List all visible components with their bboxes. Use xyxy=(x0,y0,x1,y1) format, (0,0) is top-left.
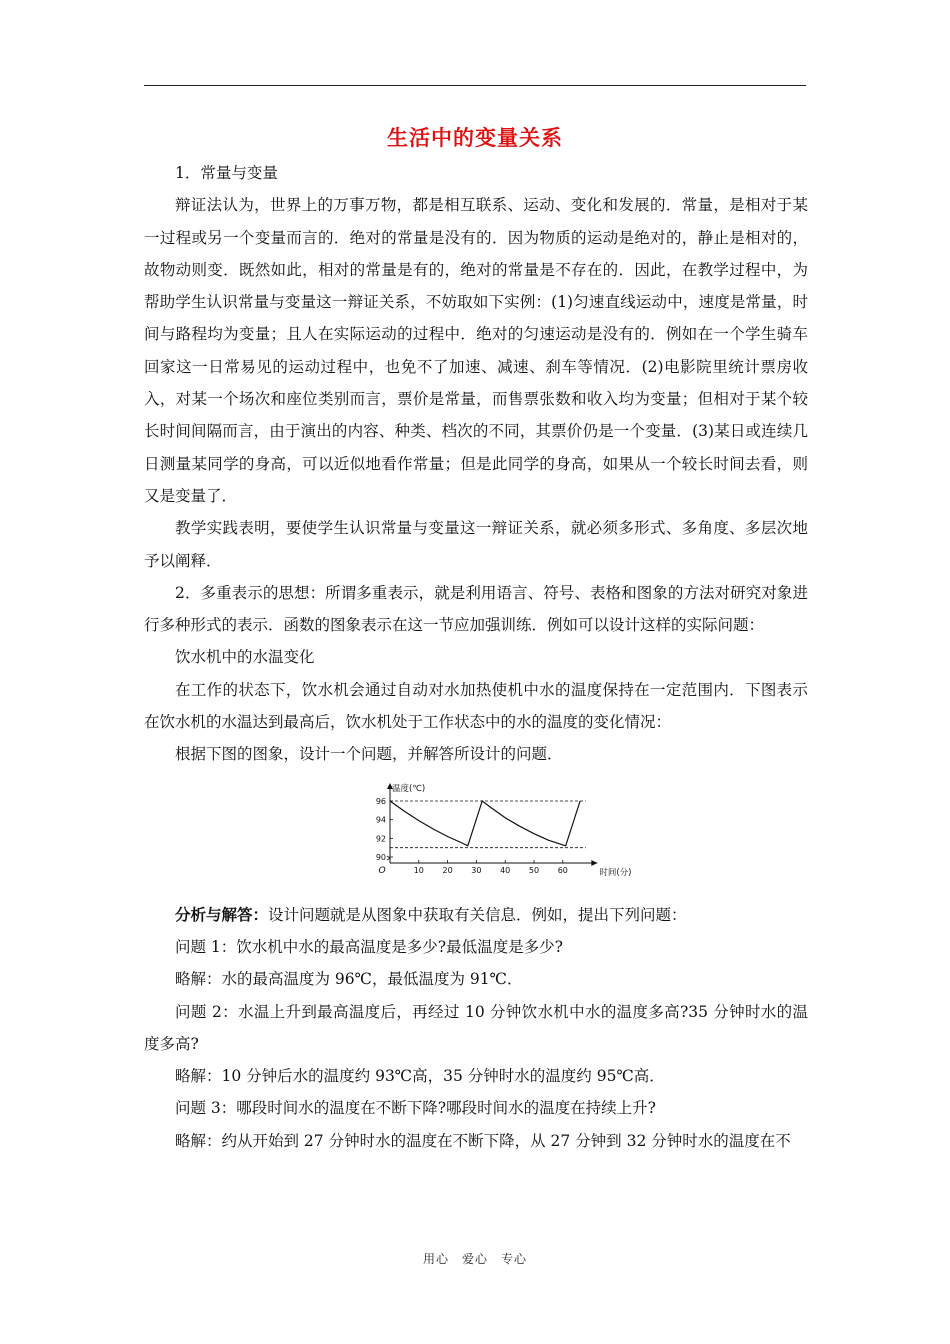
page-footer: 用心 爱心 专心 xyxy=(422,1252,527,1266)
paragraph-task: 根据下图的图象，设计一个问题，并解答所设计的问题． xyxy=(175,745,563,764)
answer-2: 略解：10 分钟后水的温度约 93℃高，35 分钟时水的温度约 95℃高． xyxy=(175,1067,665,1086)
x-tick-label: 50 xyxy=(528,865,540,875)
answer-1: 略解：水的最高温度为 96℃，最低温度为 91℃． xyxy=(175,970,523,989)
y-axis-label: 温度(℃) xyxy=(392,783,426,794)
answer-3: 略解：约从开始到 27 分钟时水的温度在不断下降，从 27 分钟到 32 分钟时水的温度在不 xyxy=(175,1131,791,1150)
chart-container xyxy=(144,771,808,899)
temperature-line xyxy=(390,801,580,846)
paragraph-teaching-practice: 教学实践表明，要使学生认识常量与变量这一辩证关系，就必须多形式、多角度、多层次地予以阐释． xyxy=(144,519,808,570)
paragraph-dialectics: 辩证法认为，世界上的万事万物，都是相互联系、运动、变化和发展的．常量，是相对于某一过程或另一个变量而言的．绝对的常量是没有的．因为物质的运动是绝对的，静止是相对的，故物动则变．既然如此，相对的常量是有的，绝对的常量是不存在的．因此，在教学过程中，为帮助学生认识常量与变量这一辩证关系，不妨取如下实例：(1)匀速直线运动中，速度是常量，时间与路程均为变量；且人在实际运动的过程中．绝对的匀速运动是没有的．例如在一个学生骑车回家这一日常易见的运动过程中，也免不了加速、减速、刹车等情况．(2)电影院里统计票房收入，对某一个场次和座位类别而言，票价是常量，而售票张数和收入均为变量；但相对于某个较长时间间隔而言，由于演出的内容、种类、档次的不同，其票价仍是一个变量．(3)某日或连续几日测量某同学的身高，可以近似地看作常量；但是此同学的身高，如果从一个较长时间去看，则又是变量了． xyxy=(144,196,808,505)
x-tick-label: 10 xyxy=(413,865,424,875)
y-tick-label: 92 xyxy=(375,833,386,843)
document-body xyxy=(144,157,808,1157)
section-heading-1: 1．常量与变量 xyxy=(175,164,278,182)
y-tick-label: 94 xyxy=(375,815,386,825)
header-rule xyxy=(144,85,806,86)
x-tick-label: 60 xyxy=(557,865,568,875)
x-tick-label: 40 xyxy=(500,865,511,875)
question-3: 问题 3：哪段时间水的温度在不断下降?哪段时间水的温度在持续上升? xyxy=(175,1099,656,1118)
origin-label: O xyxy=(378,865,386,876)
question-2: 问题 2：水温上升到最高温度后，再经过 10 分钟饮水机中水的温度多高?35 分钟时水的温度多高? xyxy=(144,1002,808,1053)
y-tick-label: 96 xyxy=(375,796,386,806)
x-tick-label: 20 xyxy=(442,865,453,875)
analysis-label: 分析与解答： xyxy=(175,905,269,924)
y-tick-label: 90 xyxy=(375,852,386,862)
paragraph-water-dispenser: 在工作的状态下，饮水机会通过自动对水加热使机中水的温度保持在一定范围内．下图表示在饮水机的水温达到最高后，饮水机处于工作状态中的水的温度的变化情况： xyxy=(144,680,808,732)
x-axis-arrow xyxy=(591,860,597,866)
example-heading: 饮水机中的水温变化 xyxy=(175,648,315,667)
page-title: 生活中的变量关系 xyxy=(387,126,563,150)
x-axis-label: 时间(分) xyxy=(599,867,632,878)
paragraph-multiple-representation: 2．多重表示的思想：所谓多重表示，就是利用语言、符号、表格和图象的方法对研究对象进行多种形式的表示．函数的图象表示在这一节应加强训练．例如可以设计这样的实际问题： xyxy=(144,583,808,635)
temperature-chart xyxy=(356,779,632,891)
analysis-paragraph xyxy=(144,899,808,931)
analysis-text: 设计问题就是从图象中获取有关信息．例如，提出下列问题： xyxy=(268,905,687,924)
question-1: 问题 1：饮水机中水的最高温度是多少?最低温度是多少? xyxy=(175,937,563,956)
x-tick-label: 30 xyxy=(471,865,482,875)
